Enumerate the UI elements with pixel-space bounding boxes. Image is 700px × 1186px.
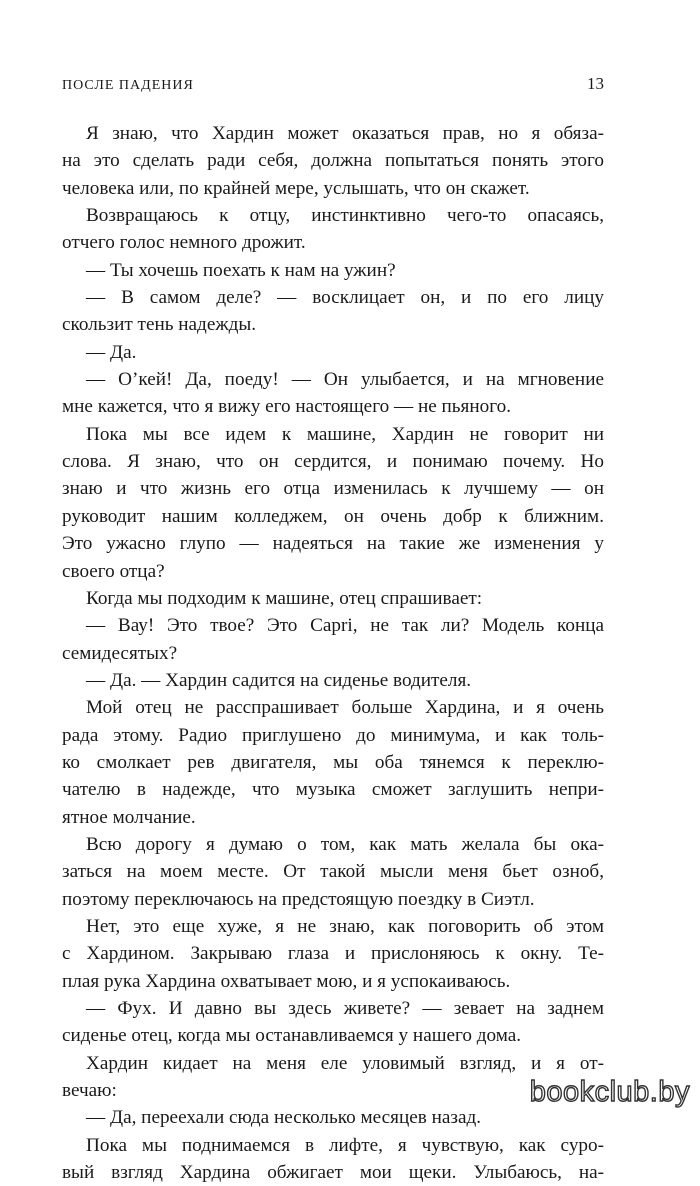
text-line: Я знаю, что Хардин может оказаться прав, но я обяза- <box>86 123 604 144</box>
text-line: Когда мы подходим к машине, отец спрашивает: <box>86 587 483 609</box>
watermark-logo: bookclub.by <box>529 1076 690 1108</box>
text-line: слова. Я знаю, что он сердится, и понимаю почему. Но <box>62 451 604 473</box>
text-line: Возвращаюсь к отцу, инстинктивно чего-то опасаясь, <box>86 205 604 227</box>
text-line: — О’кей! Да, поеду! — Он улыбается, и на мгновение <box>86 369 604 391</box>
text-line: — Фух. И давно вы здесь живете? — зевает на заднем <box>86 998 604 1019</box>
text-line: — Да, переехали сюда несколько месяцев назад. <box>86 1107 482 1129</box>
text-line: заться на моем месте. От такой мысли меня бьет озноб, <box>62 861 604 883</box>
running-title: ПОСЛЕ ПАДЕНИЯ <box>62 78 194 93</box>
text-line: — Вау! Это твое? Это Capri, не так ли? Модель конца <box>86 615 604 637</box>
text-line: Это ужасно глупо — надеяться на такие же изменения у <box>62 533 604 555</box>
text-line: — В самом деле? — восклицает он, и по его лицу <box>86 287 604 309</box>
text-line: человека или, по крайней мере, услышать, что он скажет. <box>62 177 530 199</box>
text-line: на это сделать ради себя, должна попытаться понять этого <box>62 150 604 172</box>
text-line: Хардин кидает на меня еле уловимый взгляд, и я от- <box>86 1052 604 1074</box>
text-line: Пока мы все идем к машине, Хардин не говорит ни <box>86 423 604 445</box>
text-line: — Да. — Хардин садится на сиденье водителя. <box>86 669 472 691</box>
page-number: 13 <box>587 74 604 93</box>
text-line: вечаю: <box>62 1080 117 1102</box>
text-line: семидесятых? <box>62 642 178 664</box>
text-line: чателю в надежде, что музыка сможет заглушить непри- <box>62 779 604 801</box>
text-line: поэтому переключаюсь на предстоящую поездку в Сиэтл. <box>62 888 535 910</box>
text-line: Всю дорогу я думаю о том, как мать желала бы ока- <box>86 833 604 855</box>
text-line: Нет, это еще хуже, я не знаю, как поговорить об этом <box>86 915 604 937</box>
text-line: мне кажется, что я вижу его настоящего — не пьяного. <box>62 396 512 418</box>
text-line: с Хардином. Закрываю глаза и прислоняюсь к окну. Те- <box>62 943 604 965</box>
text-line: сиденье отец, когда мы останавливаемся у нашего дома. <box>62 1025 522 1047</box>
text-line: отчего голос немного дрожит. <box>62 232 306 254</box>
text-line: Мой отец не расспрашивает больше Хардина, и я очень <box>86 697 604 719</box>
text-line: ятное молчание. <box>62 806 196 828</box>
body-text <box>62 120 604 1186</box>
text-line: Пока мы поднимаемся в лифте, я чувствую, как суро- <box>86 1134 604 1156</box>
text-line: — Да. <box>86 341 137 363</box>
text-line: ко смолкает рев двигателя, мы оба тянемся к переклю- <box>62 751 604 773</box>
text-line: скользит тень надежды. <box>62 314 257 336</box>
text-line: руководит нашим колледжем, он очень добр к ближним. <box>62 505 604 527</box>
running-header <box>62 74 604 98</box>
text-line: знаю и что жизнь его отца изменилась к лучшему — он <box>62 478 604 500</box>
text-line: своего отца? <box>62 560 165 582</box>
text-line: — Ты хочешь поехать к нам на ужин? <box>86 259 396 281</box>
text-line: вый взгляд Хардина обжигает мои щеки. Улыбаюсь, на- <box>62 1162 604 1184</box>
text-line: плая рука Хардина охватывает мою, и я успокаиваюсь. <box>62 970 511 992</box>
text-line: рада этому. Радио приглушено до минимума, и как толь- <box>62 724 604 746</box>
